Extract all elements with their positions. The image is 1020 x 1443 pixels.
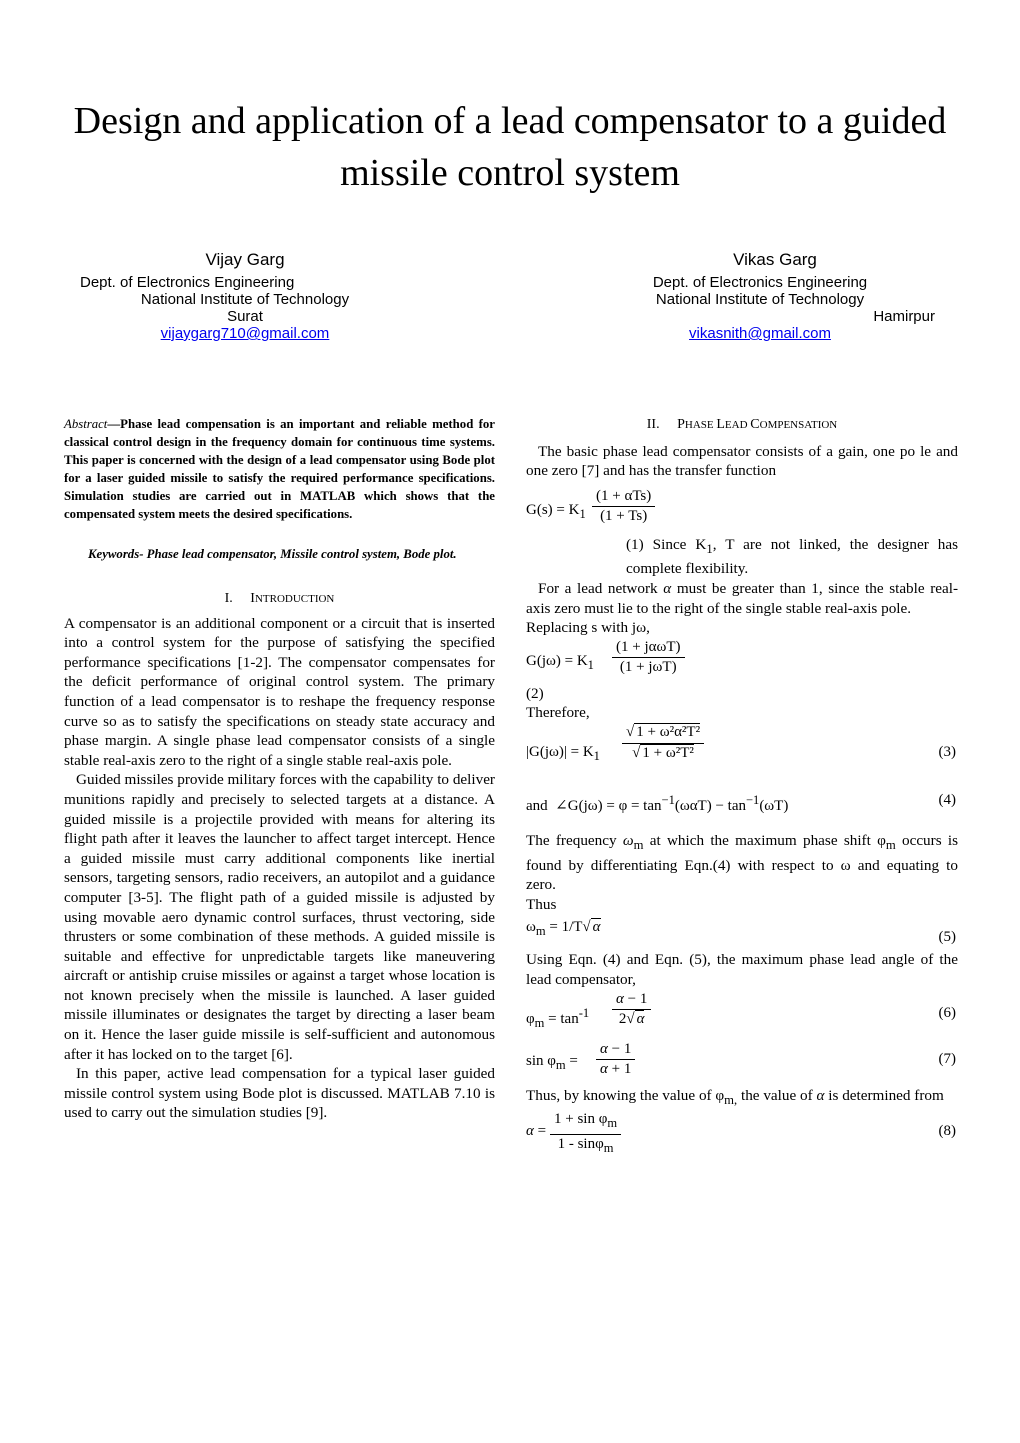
author-dept: Dept. of Electronics Engineering [652,274,868,291]
author-institution: National Institute of Technology [655,291,865,308]
intro-paragraph-1: A compensator is an additional component or a circuit that is inserted into a control system for the purpose of satisfying the specified performance specifications [1-2]. The compensator compensates for the deficit performance of original control system. The primary function of a lead compensator is to reshape the frequency response curve so as to satisfy the specifications on steady state accuracy and phase margin. A single phase lead compensator consists of a single stable real-axis zero to the right of a single stable real-axis pole. [64,614,495,769]
author-block-2 [615,250,935,343]
section-heading-phase-lead: II. PHASE LEAD COMPENSATION [646,417,838,432]
author-city: Hamirpur [873,308,935,325]
author-dept: Dept. of Electronics Engineering [80,274,295,291]
intro-paragraph-2: Guided missiles provide military forces with the capability to deliver munitions rapidly and precisely to selected targets at a distance. A guided missile is a projectile provided with means for altering its flight path after it leaves the launcher to affect target intercept. Hence a guided missile must carry additional components like inertial sensors, targeting sensors, radio receivers, an autopilot and a guidance computer [3-5]. The flight path of a guided missile is adjusted by using movable aero dynamic control surfaces, thrust vectoring, side thrusters or some combination of these methods. A guided missile is suitable and effective for unpredictable targets like maneuvering aircraft or antiship cruise missiles or against a target whose location is not known precisely when the missile is launched. A laser guided missile illuminates or designates the target by directing a laser beam on it. Hence the laser guide missile is self-sufficient and autonomous after it has locked on to the target [6]. [64,771,495,1063]
equation-8: α = $\frac{1 + \sin \varphi_m}{1 - \sin\varphi_m}$ (8) [526,1111,956,1155]
equation-4: and ∠G(jω) = $\varphi = \tan^{-1}(\omega\alpha T) - \tan^{-1}(\omega T)$ (4) [526,791,956,814]
author-email[interactable]: vikasnith@gmail.com [689,325,831,342]
equation-6: $\varphi_m = \tan^{-1}$ $\frac{\alpha - 1}{2√ \alpha}$ (6) [526,990,956,1030]
abstract: Abstract—Phase lead compensation is an important and reliable method for classical control design in the frequency domain for continuous time systems. This paper is concerned with the design of a lead compensator using Bode plot for a laser guided missile to satisfy the required performance specifications. Simulation studies are carried out in MATLAB which shows that the compensated system meets the desired specifications. [64,417,495,521]
keywords: Keywords- Phase lead compensator, Missile control system, Bode plot. [88,547,457,561]
right-column [526,415,958,1156]
phase-lead-paragraph-4: Replacing s with jω, [526,619,650,637]
phase-lead-paragraph-3: For a lead network α must be greater than 1, since the stable real-axis zero must lie to the right of the single stable real-axis pole. [526,580,959,617]
intro-paragraph-3: In this paper, active lead compensation for a typical laser guided missile control system using Bode plot is discussed. MATLAB 7.10 is used to carry out the simulation studies [9]. [64,1065,495,1122]
author-block-1 [80,250,400,343]
phase-lead-paragraph-2: (1) Since $K_1$, T are not linked, the designer has complete flexibility. [626,535,959,578]
left-column [64,415,495,1123]
abstract-text: Phase lead compensation is an important and reliable method for classical control design in the frequency domain for continuous time systems. This paper is concerned with the design of a lead compensator using Bode plot for a laser guided missile to satisfy the required performance specifications. Simulation studies are carried out in MATLAB which shows that the compensated system meets the desired specifications. [64,417,495,521]
author-name: Vijay Garg [205,250,285,269]
equation-2: $G(j\omega) = K_1$ (1 + jαωT) (1 + jωT) [526,638,958,684]
equation-3: $|G(j\omega)| = K_1$ $\frac{\text{√ 1 + ω²α²T²}}{\text{√ 1 + ω²T²}}$ (3) [526,723,956,763]
phase-lead-paragraph-6: Using Eqn. (4) and Eqn. (5), the maximum phase lead angle of the lead compensator, [526,951,958,988]
author-email[interactable]: vijaygarg710@gmail.com [160,325,330,342]
phase-lead-paragraph-1: The basic phase lead compensator consists of a gain, one po le and one zero [7] and has the transfer function [526,442,958,480]
alpha-symbol: α [663,580,672,597]
equation-5: $\omega_m = 1/T√$ α (5) [526,919,956,946]
equation-7: $\sin \varphi_m$ = $\frac{\alpha - 1}{\alpha + 1}$ (7) [526,1040,956,1078]
abstract-label: Abstract [64,417,108,431]
equation-1: $G(s) = K_1$ (1 + αTs) (1 + Ts) [526,487,958,535]
author-city: Surat [227,308,263,325]
section-heading-introduction: I. INTRODUCTION [224,591,335,606]
author-institution: National Institute of Technology [140,291,350,308]
equation-2-number: (2) [526,684,544,702]
paper-title: Design and application of a lead compensator to a guided missile control system [73,100,947,194]
phase-lead-paragraph-7: Thus, by knowing the value of $\varphi_{m,}$ the value of α is determined from [526,1086,944,1107]
phase-lead-paragraph-5: The frequency $\omega_m$ at which the maximum phase shift $\varphi_m$ occurs is found by differentiating Eqn.(4) with respect to ω and equating to zero. [526,831,959,894]
therefore-text: Therefore, [526,704,590,722]
author-name: Vikas Garg [733,250,817,269]
thus-text: Thus [526,895,557,913]
